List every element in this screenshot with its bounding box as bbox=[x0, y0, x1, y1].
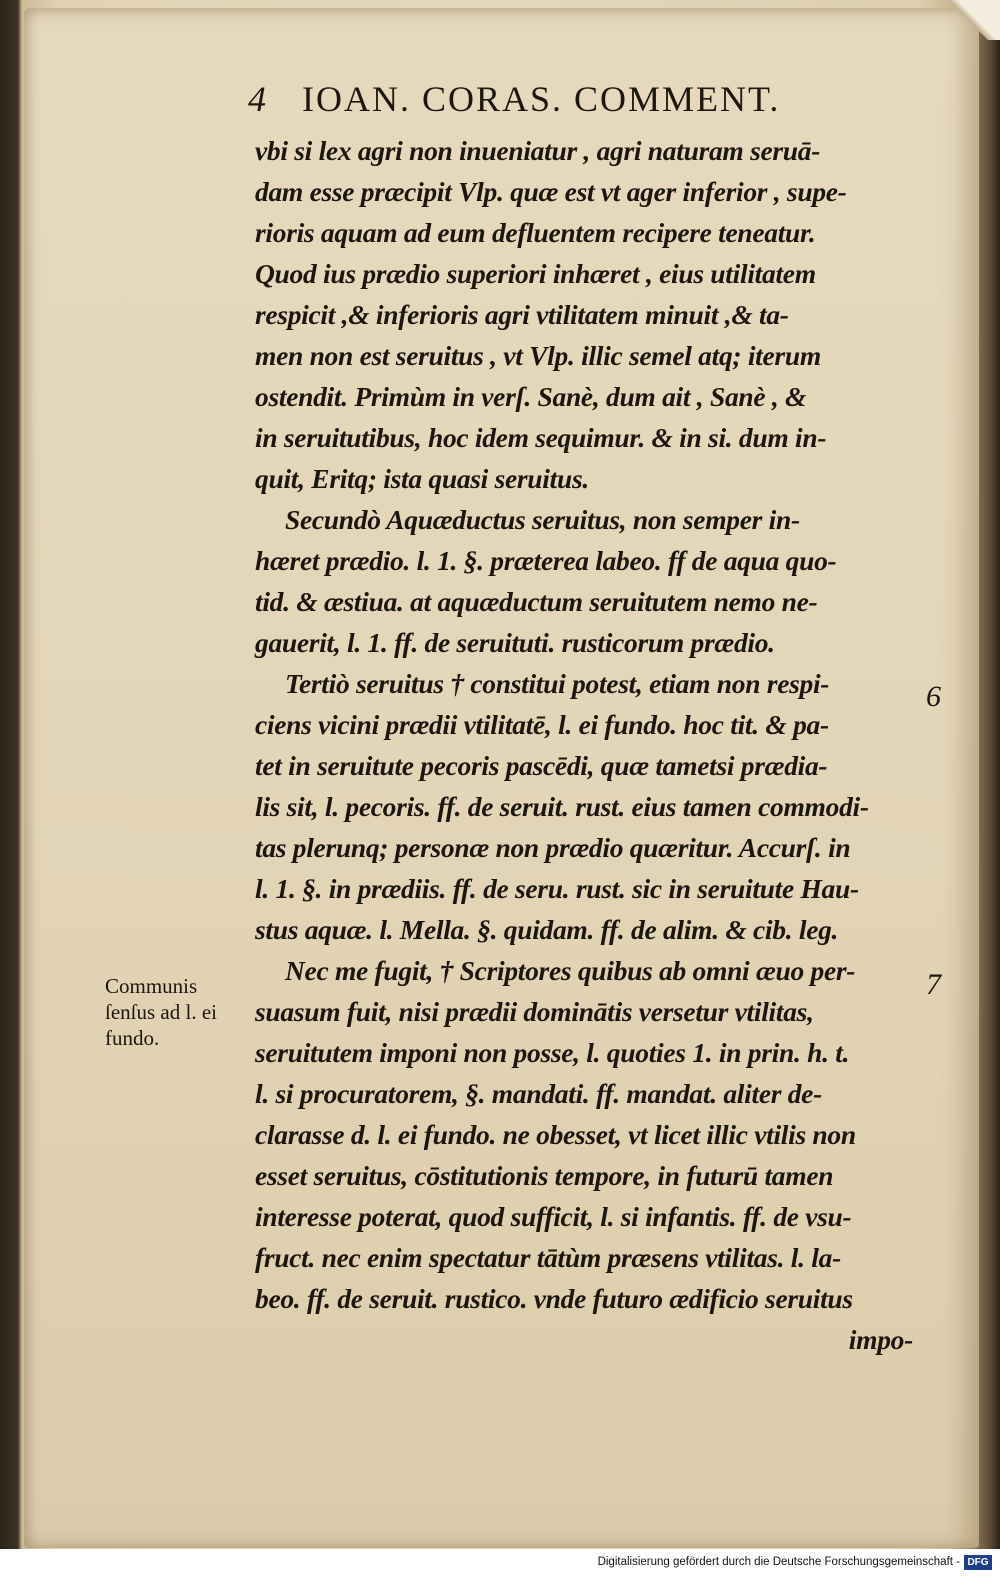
text-line: ostendit. Primùm in verſ. Sanè, dum ait , Sanè , & bbox=[255, 381, 807, 412]
text-line: Tertiò seruitus † constitui potest, etiam non respi- bbox=[285, 668, 830, 699]
text-line: Nec me fugit, † Scriptores quibus ab omni æuo per- bbox=[285, 955, 856, 986]
page-corner bbox=[946, 0, 1000, 40]
text-line: Quod ius prædio superiori inhæret , eius utilitatem bbox=[255, 258, 816, 289]
text-line: respicit ,& inferioris agri vtilitatem minuit ,& ta- bbox=[255, 299, 789, 330]
text-line: suasum fuit, nisi prædii dominātis versetur vtilitas, bbox=[255, 996, 814, 1027]
text-line: l. 1. §. in prædiis. ff. de seru. rust. sic in seruitute Hau- bbox=[255, 873, 859, 904]
text-line: interesse poterat, quod sufficit, l. si infantis. ff. de vsu- bbox=[255, 1201, 852, 1232]
margin-note bbox=[105, 973, 255, 1051]
dfg-logo: DFG bbox=[964, 1555, 992, 1570]
text-line: hæret prædio. l. 1. §. præterea labeo. ff de aqua quo- bbox=[255, 545, 837, 576]
margin-note-line: fundo. bbox=[105, 1026, 160, 1050]
text-line: quit, Eritq; ista quasi seruitus. bbox=[255, 463, 589, 494]
margin-note-line: ſenſus ad l. ei bbox=[105, 1000, 217, 1024]
text-line: tid. & æstiua. at aquæductum seruitutem nemo ne- bbox=[255, 586, 818, 617]
margin-number: 7 bbox=[926, 968, 941, 1001]
text-line: ciens vicini prædii vtilitatē, l. ei fundo. hoc tit. & pa- bbox=[255, 709, 829, 740]
page-number: 4 bbox=[248, 79, 268, 119]
text-line: l. si procuratorem, §. mandati. ff. mandat. aliter de- bbox=[255, 1078, 822, 1109]
text-line: tas plerunq; personæ non prædio quæritur. Accurſ. in bbox=[255, 832, 851, 863]
text-line: esset seruitus, cōstitutionis tempore, in futurū tamen bbox=[255, 1160, 834, 1191]
text-line: vbi si lex agri non inueniatur , agri naturam seruā- bbox=[255, 135, 821, 166]
running-head-title: IOAN. CORAS. COMMENT. bbox=[302, 79, 781, 119]
text-line: seruitutem imponi non posse, l. quoties 1. in prin. h. t. bbox=[255, 1037, 850, 1068]
text-line: gauerit, l. 1. ff. de seruituti. rusticorum prædio. bbox=[255, 627, 775, 658]
footer-bar bbox=[0, 1549, 1000, 1577]
funding-notice: Digitalisierung gefördert durch die Deutsche Forschungsgemeinschaft - bbox=[597, 1556, 960, 1568]
text-line: rioris aquam ad eum defluentem recipere teneatur. bbox=[255, 217, 816, 248]
text-line: Secundò Aquæductus seruitus, non semper in- bbox=[285, 504, 800, 535]
text-line: in seruitutibus, hoc idem sequimur. & in si. dum in- bbox=[255, 422, 827, 453]
text-line: beo. ff. de seruit. rustico. vnde futuro ædificio seruitus bbox=[255, 1283, 853, 1314]
text-line: stus aquæ. l. Mella. §. quidam. ff. de alim. & cib. leg. bbox=[255, 914, 839, 945]
margin-number: 6 bbox=[926, 680, 941, 713]
text-line: clarasse d. l. ei fundo. ne obesset, vt licet illic vtilis non bbox=[255, 1119, 856, 1150]
running-header bbox=[248, 78, 848, 120]
catchword: impo- bbox=[848, 1324, 913, 1355]
text-line: men non est seruitus , vt Vlp. illic semel atq; iterum bbox=[255, 340, 821, 371]
text-line: tet in seruitute pecoris pascēdi, quæ tametsi prædia- bbox=[255, 750, 828, 781]
text-line: lis sit, l. pecoris. ff. de seruit. rust. eius tamen commodi- bbox=[255, 791, 869, 822]
text-line: dam esse præcipit Vlp. quæ est vt ager inferior , supe- bbox=[255, 176, 847, 207]
margin-note-line: Communis bbox=[105, 974, 198, 998]
text-line: fruct. nec enim spectatur tātùm præsens vtilitas. l. la- bbox=[255, 1242, 841, 1273]
